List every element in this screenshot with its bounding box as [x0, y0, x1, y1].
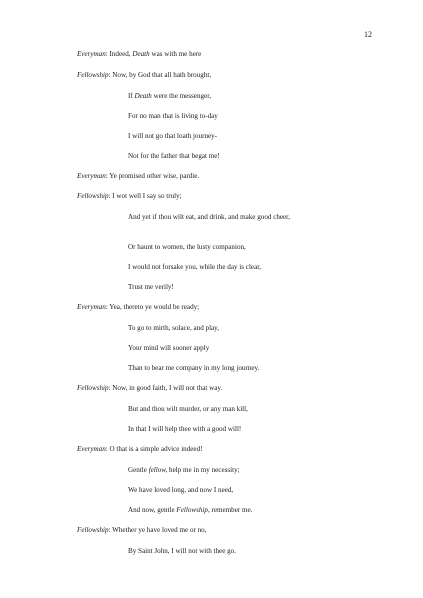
verse-line: I would not forsake you, while the day is clear,: [128, 263, 262, 271]
verse-line: Gentle fellow, help me in my necessity;: [128, 466, 240, 474]
verse-line: And yet if thou wilt eat, and drink, and make good cheer,: [128, 213, 291, 221]
verse-line: But and thou wilt murder, or any man kill,: [128, 405, 248, 413]
speaker-name: Fellowship: [77, 71, 109, 79]
page-number: 12: [364, 30, 372, 39]
speaker-name: Fellowship: [77, 526, 109, 534]
speaker-name: Everyman: [77, 445, 106, 453]
dialogue-line: Fellowship: I wot well I say so truly;: [77, 192, 182, 200]
verse-line: Your mind will sooner apply: [128, 344, 210, 352]
verse-line: Trust me verily!: [128, 283, 174, 291]
verse-line: To go to mirth, solace, and play,: [128, 324, 220, 332]
verse-line: For no man that is living to-day: [128, 112, 218, 120]
speaker-name: Fellowship: [77, 192, 109, 200]
dialogue-line: Fellowship: Whether ye have loved me or no,: [77, 526, 207, 534]
speaker-name: Everyman: [77, 50, 106, 58]
dialogue-line: Everyman: Yea, thereto ye would be ready;: [77, 303, 200, 311]
verse-line: If Death were the messenger,: [128, 92, 212, 100]
verse-line: Not for the father that begat me!: [128, 152, 220, 160]
speaker-name: Everyman: [77, 172, 106, 180]
verse-line: We have loved long, and now I need,: [128, 486, 234, 494]
dialogue-line: Everyman: Ye promised other wise, pardie.: [77, 172, 200, 180]
verse-line: In that I will help thee with a good will!: [128, 425, 242, 433]
verse-line: And now, gentle Fellowship, remember me.: [128, 506, 253, 514]
verse-line: By Saint John, I will not with thee go.: [128, 547, 236, 555]
verse-line: I will not go that loath journey-: [128, 132, 218, 140]
speaker-name: Fellowship: [77, 384, 109, 392]
dialogue-line: Fellowship: Now, by God that all hath brought,: [77, 71, 212, 79]
dialogue-line: Everyman: O that is a simple advice indeed!: [77, 445, 203, 453]
speaker-name: Everyman: [77, 303, 106, 311]
verse-line: Than to bear me company in my long journey.: [128, 364, 260, 372]
verse-line: Or haunt to women, the lusty companion,: [128, 243, 246, 251]
dialogue-line: Fellowship: Now, in good faith, I will not that way.: [77, 384, 223, 392]
dialogue-line: Everyman: Indeed, Death was with me here: [77, 50, 202, 58]
